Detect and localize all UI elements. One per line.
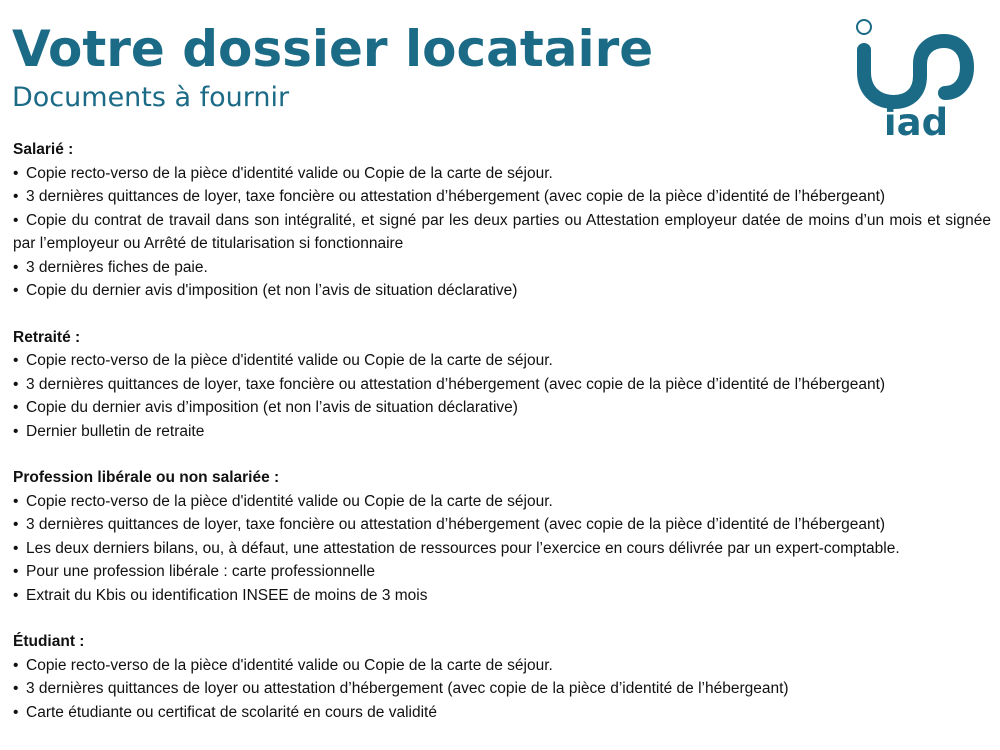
list-item-text: Dernier bulletin de retraite: [26, 422, 205, 440]
logo-swoosh: [864, 41, 967, 102]
list-item: [13, 513, 991, 537]
section-heading: Étudiant :: [13, 633, 85, 650]
page-header: [12, 18, 832, 116]
bullet-icon: •: [13, 188, 19, 205]
list-item-text: Extrait du Kbis ou identification INSEE de moins de 3 mois: [26, 586, 428, 604]
bullet-icon: •: [13, 211, 19, 229]
list-item-text: Copie recto-verso de la pièce d'identité valide ou Copie de la carte de séjour.: [26, 656, 553, 674]
list-item: [13, 584, 991, 608]
list-item-text: Copie recto-verso de la pièce d'identité valide ou Copie de la carte de séjour.: [26, 352, 553, 369]
list-item: [13, 560, 991, 584]
list-item: [13, 396, 991, 420]
list-item-text: Copie du dernier avis d'imposition (et non l’avis de situation déclarative): [26, 282, 518, 299]
bullet-icon: •: [13, 539, 19, 557]
list-item-text: 3 dernières quittances de loyer, taxe foncière ou attestation d’hébergement (avec copie de la pièce d’identité de l’hébergeant): [26, 188, 886, 205]
bullet-icon: •: [13, 563, 19, 580]
logo-text: iad: [883, 101, 949, 140]
list-item: [13, 162, 991, 186]
bullet-icon: •: [13, 703, 19, 721]
section-heading: Profession libérale ou non salariée :: [13, 469, 280, 486]
list-item-text: Copie recto-verso de la pièce d'identité valide ou Copie de la carte de séjour.: [26, 164, 553, 182]
bullet-icon: •: [13, 352, 19, 369]
document-body: [13, 138, 991, 747]
list-item: [13, 490, 991, 514]
list-item-text: Carte étudiante ou certificat de scolarité en cours de validité: [26, 703, 437, 721]
section-heading: Salarié :: [13, 141, 74, 158]
list-item-text: Pour une profession libérale : carte professionnelle: [26, 563, 375, 580]
list-item-text: 3 dernières quittances de loyer, taxe foncière ou attestation d’hébergement (avec copie de la pièce d’identité de l’hébergeant): [26, 375, 886, 393]
iad-logo: [850, 14, 978, 140]
bullet-icon: •: [13, 422, 19, 440]
list-item-text: Les deux derniers bilans, ou, à défaut, une attestation de ressources pour l’exercice en cours délivrée par un expert-comptable.: [26, 539, 900, 557]
bullet-icon: •: [13, 399, 19, 416]
list-item-text: Copie du dernier avis d’imposition (et non l’avis de situation déclarative): [26, 399, 518, 416]
list-item-text: Copie recto-verso de la pièce d'identité valide ou Copie de la carte de séjour.: [26, 492, 553, 510]
list-item-text: 3 dernières fiches de paie.: [26, 258, 208, 276]
bullet-icon: •: [13, 680, 19, 697]
bullet-icon: •: [13, 282, 19, 299]
list-item: [13, 654, 991, 678]
list-item: [13, 256, 991, 280]
list-item: [13, 420, 991, 444]
list-item: [13, 349, 991, 373]
section: [13, 630, 991, 724]
section: [13, 326, 991, 444]
list-item: [13, 373, 991, 397]
list-item: [13, 701, 991, 725]
list-item: [13, 677, 991, 701]
bullet-icon: •: [13, 656, 19, 674]
bullet-icon: •: [13, 516, 19, 533]
page-title: Votre dossier locataire: [12, 20, 654, 78]
logo-dot: [863, 26, 865, 28]
bullet-icon: •: [13, 375, 19, 393]
list-item: [13, 185, 991, 209]
list-item-text: Copie du contrat de travail dans son intégralité, et signé par les deux parties ou Attestation employeur datée de moins d’un mois et signée par l’employeur ou Arrêté de titularisation si fonctionnaire: [13, 211, 991, 252]
page-subtitle: Documents à fournir: [12, 82, 290, 113]
list-item-text: 3 dernières quittances de loyer, taxe foncière ou attestation d’hébergement (avec copie de la pièce d’identité de l’hébergeant): [26, 516, 886, 533]
list-item: [13, 209, 991, 256]
bullet-icon: •: [13, 164, 19, 182]
list-item: [13, 279, 991, 303]
bullet-icon: •: [13, 492, 19, 510]
section: [13, 138, 991, 303]
bullet-icon: •: [13, 586, 19, 604]
list-item: [13, 537, 991, 561]
section: [13, 466, 991, 607]
bullet-icon: •: [13, 258, 19, 276]
list-item-text: 3 dernières quittances de loyer ou attestation d’hébergement (avec copie de la pièce d’identité de l’hébergeant): [26, 680, 789, 697]
section-heading: Retraité :: [13, 328, 81, 346]
